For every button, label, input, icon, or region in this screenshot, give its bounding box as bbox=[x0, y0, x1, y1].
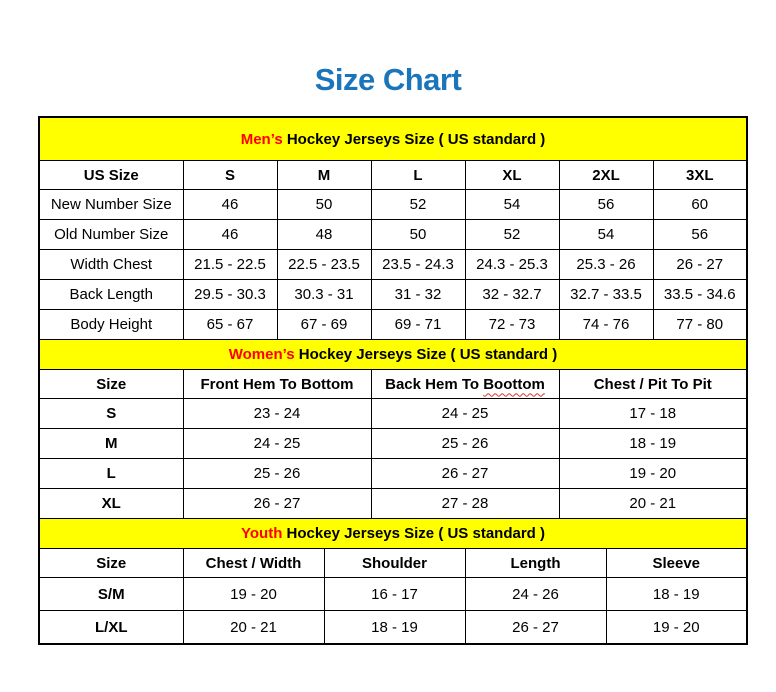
column-header: Shoulder bbox=[324, 549, 465, 578]
misspelled-word: Boottom bbox=[483, 375, 545, 393]
column-header: Chest / Width bbox=[183, 549, 324, 578]
size-value: 26 - 27 bbox=[371, 459, 559, 489]
size-value: 17 - 18 bbox=[559, 399, 747, 429]
column-header: XL bbox=[465, 161, 559, 190]
size-value: 24 - 25 bbox=[371, 399, 559, 429]
column-header: Front Hem To Bottom bbox=[183, 370, 371, 399]
section-title-text: Hockey Jerseys Size ( US standard ) bbox=[282, 525, 545, 542]
youth-size-section bbox=[39, 519, 747, 645]
size-value: 46 bbox=[183, 220, 277, 250]
size-value: 21.5 - 22.5 bbox=[183, 250, 277, 280]
size-value: 50 bbox=[371, 220, 465, 250]
size-value: 19 - 20 bbox=[559, 459, 747, 489]
column-header: M bbox=[277, 161, 371, 190]
size-value: 33.5 - 34.6 bbox=[653, 280, 747, 310]
size-value: 25.3 - 26 bbox=[559, 250, 653, 280]
womens-size-section bbox=[39, 340, 747, 519]
row-label: Old Number Size bbox=[39, 220, 183, 250]
size-value: 69 - 71 bbox=[371, 310, 465, 340]
size-value: 65 - 67 bbox=[183, 310, 277, 340]
youth-section-title-row bbox=[39, 519, 747, 549]
row-label: L bbox=[39, 459, 183, 489]
column-header: Back Hem To Boottom bbox=[371, 370, 559, 399]
section-title-highlight: Youth bbox=[241, 525, 283, 542]
row-label: Width Chest bbox=[39, 250, 183, 280]
table-row bbox=[39, 489, 747, 519]
size-value: 26 - 27 bbox=[183, 489, 371, 519]
size-value: 27 - 28 bbox=[371, 489, 559, 519]
section-title-highlight: Men’s bbox=[240, 130, 283, 148]
table-row bbox=[39, 220, 747, 250]
women-section-title-row bbox=[39, 340, 747, 370]
size-value: 24 - 26 bbox=[465, 578, 606, 611]
row-label: New Number Size bbox=[39, 190, 183, 220]
size-value: 19 - 20 bbox=[606, 611, 747, 645]
column-header: Size bbox=[39, 370, 183, 399]
row-label: S/M bbox=[39, 578, 183, 611]
section-title bbox=[39, 117, 747, 161]
row-label: S bbox=[39, 399, 183, 429]
women-column-header-row bbox=[39, 370, 747, 399]
column-header: Length bbox=[465, 549, 606, 578]
page-title: Size Chart bbox=[314, 62, 462, 97]
size-value: 50 bbox=[277, 190, 371, 220]
table-row bbox=[39, 459, 747, 489]
size-value: 18 - 19 bbox=[324, 611, 465, 645]
column-header: Chest / Pit To Pit bbox=[559, 370, 747, 399]
row-label: Back Length bbox=[39, 280, 183, 310]
size-value: 26 - 27 bbox=[653, 250, 747, 280]
section-title-text: Hockey Jerseys Size ( US standard ) bbox=[282, 130, 546, 148]
size-value: 52 bbox=[465, 220, 559, 250]
size-value: 23 - 24 bbox=[183, 399, 371, 429]
youth-column-header-row bbox=[39, 549, 747, 578]
size-value: 22.5 - 23.5 bbox=[277, 250, 371, 280]
column-header: Sleeve bbox=[606, 549, 747, 578]
size-value: 25 - 26 bbox=[183, 459, 371, 489]
size-chart-table bbox=[38, 116, 748, 645]
size-value: 52 bbox=[371, 190, 465, 220]
row-label: Body Height bbox=[39, 310, 183, 340]
size-value: 20 - 21 bbox=[559, 489, 747, 519]
size-value: 24 - 25 bbox=[183, 429, 371, 459]
table-row bbox=[39, 429, 747, 459]
size-value: 16 - 17 bbox=[324, 578, 465, 611]
section-title bbox=[39, 519, 747, 549]
table-row bbox=[39, 399, 747, 429]
size-value: 23.5 - 24.3 bbox=[371, 250, 465, 280]
table-row bbox=[39, 310, 747, 340]
size-value: 32 - 32.7 bbox=[465, 280, 559, 310]
size-value: 48 bbox=[277, 220, 371, 250]
size-value: 54 bbox=[559, 220, 653, 250]
column-header: S bbox=[183, 161, 277, 190]
size-value: 67 - 69 bbox=[277, 310, 371, 340]
size-value: 31 - 32 bbox=[371, 280, 465, 310]
size-value: 72 - 73 bbox=[465, 310, 559, 340]
column-header: Size bbox=[39, 549, 183, 578]
row-label: M bbox=[39, 429, 183, 459]
column-header: L bbox=[371, 161, 465, 190]
column-header: US Size bbox=[39, 161, 183, 190]
size-value: 25 - 26 bbox=[371, 429, 559, 459]
mens-size-section bbox=[39, 117, 747, 340]
column-header: 2XL bbox=[559, 161, 653, 190]
size-value: 54 bbox=[465, 190, 559, 220]
men-column-header-row bbox=[39, 161, 747, 190]
size-value: 18 - 19 bbox=[606, 578, 747, 611]
size-value: 24.3 - 25.3 bbox=[465, 250, 559, 280]
size-value: 26 - 27 bbox=[465, 611, 606, 645]
section-title bbox=[39, 340, 747, 370]
size-value: 32.7 - 33.5 bbox=[559, 280, 653, 310]
column-header: 3XL bbox=[653, 161, 747, 190]
row-label: L/XL bbox=[39, 611, 183, 645]
section-title-text: Hockey Jerseys Size ( US standard ) bbox=[294, 346, 558, 363]
table-row bbox=[39, 250, 747, 280]
size-value: 56 bbox=[559, 190, 653, 220]
table-row bbox=[39, 611, 747, 645]
size-value: 46 bbox=[183, 190, 277, 220]
size-value: 30.3 - 31 bbox=[277, 280, 371, 310]
size-value: 60 bbox=[653, 190, 747, 220]
row-label: XL bbox=[39, 489, 183, 519]
size-value: 18 - 19 bbox=[559, 429, 747, 459]
size-value: 29.5 - 30.3 bbox=[183, 280, 277, 310]
table-row bbox=[39, 578, 747, 611]
section-title-highlight: Women’s bbox=[228, 346, 295, 363]
size-value: 74 - 76 bbox=[559, 310, 653, 340]
size-value: 20 - 21 bbox=[183, 611, 324, 645]
size-value: 56 bbox=[653, 220, 747, 250]
men-section-title-row bbox=[39, 117, 747, 161]
size-value: 77 - 80 bbox=[653, 310, 747, 340]
size-value: 19 - 20 bbox=[183, 578, 324, 611]
table-row bbox=[39, 190, 747, 220]
table-row bbox=[39, 280, 747, 310]
